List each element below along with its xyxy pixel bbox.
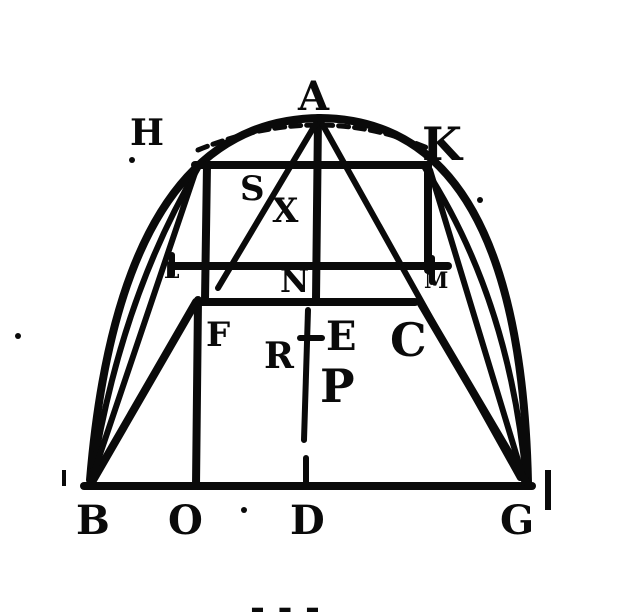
label-f: F bbox=[206, 315, 231, 355]
label-d: D bbox=[290, 497, 325, 544]
label-a: A bbox=[298, 73, 330, 120]
label-o: O bbox=[168, 497, 203, 544]
label-b: B bbox=[76, 497, 110, 544]
left-vertical bbox=[205, 165, 207, 300]
label-c: C bbox=[390, 313, 427, 367]
label-r: R bbox=[264, 335, 294, 377]
label-p: P bbox=[320, 359, 355, 413]
label-k: K bbox=[422, 117, 462, 171]
label-n: N bbox=[280, 262, 310, 300]
central-axis bbox=[316, 118, 318, 300]
left-vertical-lower bbox=[196, 300, 198, 486]
label-s: S bbox=[240, 169, 265, 209]
label-h: H bbox=[130, 112, 165, 154]
speck bbox=[241, 507, 247, 513]
label-g: G bbox=[500, 497, 535, 544]
label-e: E bbox=[326, 313, 357, 360]
speck bbox=[477, 197, 483, 203]
label-m: M bbox=[424, 268, 449, 294]
label-x: X bbox=[272, 191, 299, 231]
speck bbox=[129, 157, 135, 163]
speck bbox=[15, 333, 21, 339]
central-axis-lower bbox=[304, 310, 308, 440]
speck bbox=[545, 470, 551, 510]
label-l: L bbox=[164, 258, 180, 284]
speck bbox=[62, 470, 66, 486]
caption-fragment: - - - bbox=[250, 587, 320, 612]
